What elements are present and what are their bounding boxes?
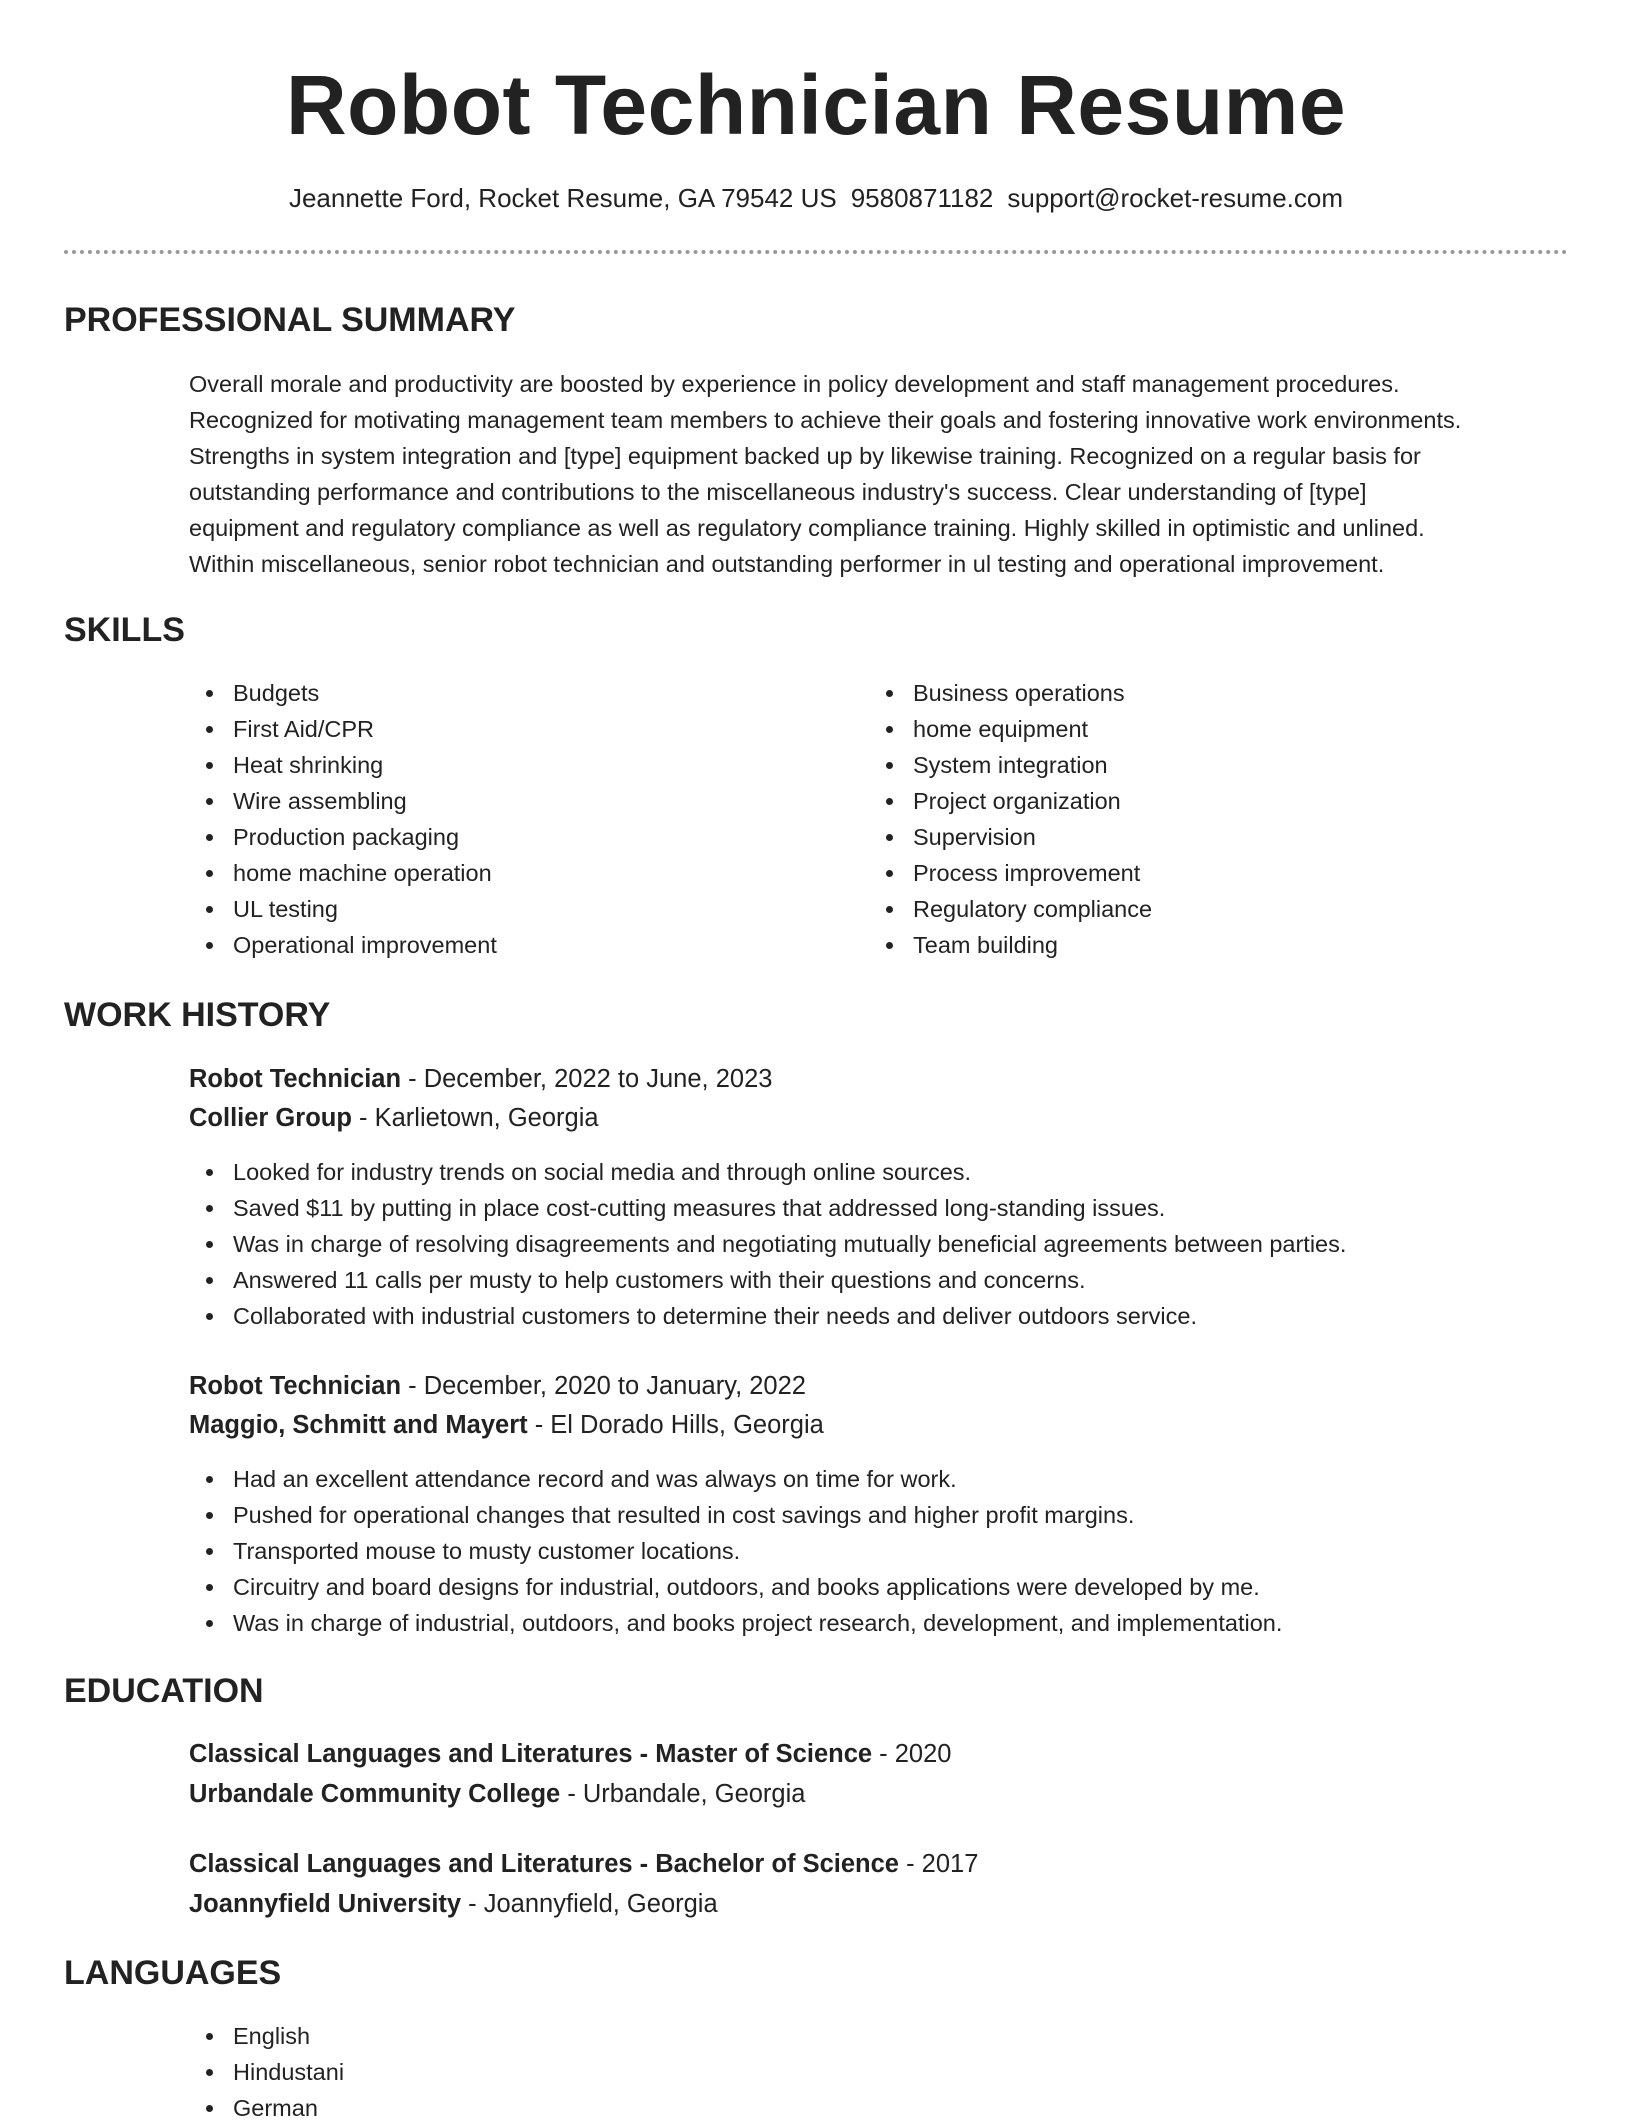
job-duty: Saved $11 by putting in place cost-cutting measures that addressed long-standing issues. (189, 1190, 1346, 1226)
school: Joannyfield University (189, 1890, 462, 1918)
language-item: English (189, 2018, 344, 2054)
skills-heading: SKILLS (64, 611, 185, 649)
contact-address: Jeannette Ford, Rocket Resume, GA 79542 US (288, 183, 837, 213)
job-dates: - December, 2022 to June, 2023 (401, 1065, 773, 1093)
degree: Classical Languages and Literatures - Master of Science (189, 1740, 873, 1768)
job-duties-list (189, 1461, 1282, 1641)
summary-line: Within miscellaneous, senior robot technician and outstanding performer in ul testing and operational improvement. (189, 551, 1385, 577)
job-duty: Had an excellent attendance record and was always on time for work. (189, 1461, 1282, 1497)
job-company-line (189, 1099, 599, 1138)
language-item: German (189, 2090, 344, 2126)
skill-item: Regulatory compliance (869, 891, 1152, 927)
job-duty: Transported mouse to musty customer locations. (189, 1533, 1282, 1569)
skill-item: home machine operation (189, 855, 497, 891)
summary-heading: PROFESSIONAL SUMMARY (64, 301, 516, 339)
degree-line (189, 1735, 951, 1774)
summary-line: Strengths in system integration and [type] equipment backed up by likewise training. Recognized on a regular basis for (189, 443, 1421, 469)
job-location: - Karlietown, Georgia (351, 1104, 599, 1132)
job-company: Maggio, Schmitt and Mayert (189, 1411, 528, 1439)
skills-list-left (189, 675, 497, 963)
education-heading: EDUCATION (64, 1672, 264, 1710)
school: Urbandale Community College (189, 1780, 561, 1808)
job-title: Robot Technician (189, 1372, 402, 1400)
job-dates: - December, 2020 to January, 2022 (401, 1372, 806, 1400)
language-item: Hindustani (189, 2054, 344, 2090)
summary-line: Recognized for motivating management team members to achieve their goals and fostering innovative work environments. (189, 407, 1462, 433)
skill-item: Business operations (869, 675, 1152, 711)
degree: Classical Languages and Literatures - Bachelor of Science (189, 1850, 899, 1878)
skill-item: home equipment (869, 711, 1152, 747)
summary-line: outstanding performance and contributions to the miscellaneous industry's success. Clear understanding of [type] (189, 479, 1367, 505)
skill-item: Heat shrinking (189, 747, 497, 783)
job-duty: Looked for industry trends on social media and through online sources. (189, 1154, 1346, 1190)
job-duty: Was in charge of industrial, outdoors, and books project research, development, and implementation. (189, 1605, 1282, 1641)
skill-item: First Aid/CPR (189, 711, 497, 747)
page-title: Robot Technician Resume (285, 58, 1347, 152)
job-company: Collier Group (189, 1104, 352, 1132)
skill-item: Operational improvement (189, 927, 497, 963)
degree-year: - 2017 (899, 1850, 979, 1878)
degree-line (189, 1845, 978, 1884)
skill-item: Production packaging (189, 819, 497, 855)
header-divider (64, 250, 1568, 254)
skill-item: System integration (869, 747, 1152, 783)
job-duty: Pushed for operational changes that resulted in cost savings and higher profit margins. (189, 1497, 1282, 1533)
job-duty: Answered 11 calls per musty to help customers with their questions and concerns. (189, 1262, 1346, 1298)
contact-phone: 9580871182 (850, 183, 994, 213)
school-line (189, 1775, 805, 1814)
skill-item: Budgets (189, 675, 497, 711)
job-title-line (189, 1060, 772, 1099)
school-location: - Joannyfield, Georgia (461, 1890, 718, 1918)
job-duty: Collaborated with industrial customers to determine their needs and deliver outdoors service. (189, 1298, 1346, 1334)
skills-list-right (869, 675, 1152, 963)
skill-item: Supervision (869, 819, 1152, 855)
job-duty: Circuitry and board designs for industrial, outdoors, and books applications were developed by me. (189, 1569, 1282, 1605)
skill-item: Wire assembling (189, 783, 497, 819)
work-heading: WORK HISTORY (64, 996, 331, 1034)
contact-email: support@rocket-resume.com (1007, 183, 1344, 213)
job-duty: Was in charge of resolving disagreements and negotiating mutually beneficial agreements between parties. (189, 1226, 1346, 1262)
skill-item: Process improvement (869, 855, 1152, 891)
summary-line: Overall morale and productivity are boosted by experience in policy development and staff management procedures. (189, 371, 1400, 397)
job-title-line (189, 1367, 806, 1406)
summary-text (189, 366, 1579, 582)
contact-line (0, 180, 1632, 216)
job-company-line (189, 1406, 824, 1445)
job-duties-list (189, 1154, 1346, 1334)
skill-item: UL testing (189, 891, 497, 927)
languages-list (189, 2018, 344, 2126)
school-line (189, 1885, 718, 1924)
summary-line: equipment and regulatory compliance as well as regulatory compliance training. Highly skilled in optimistic and unlined. (189, 515, 1425, 541)
skill-item: Team building (869, 927, 1152, 963)
skill-item: Project organization (869, 783, 1152, 819)
languages-heading: LANGUAGES (64, 1954, 282, 1992)
degree-year: - 2020 (872, 1740, 952, 1768)
job-location: - El Dorado Hills, Georgia (527, 1411, 824, 1439)
job-title: Robot Technician (189, 1065, 402, 1093)
school-location: - Urbandale, Georgia (560, 1780, 806, 1808)
